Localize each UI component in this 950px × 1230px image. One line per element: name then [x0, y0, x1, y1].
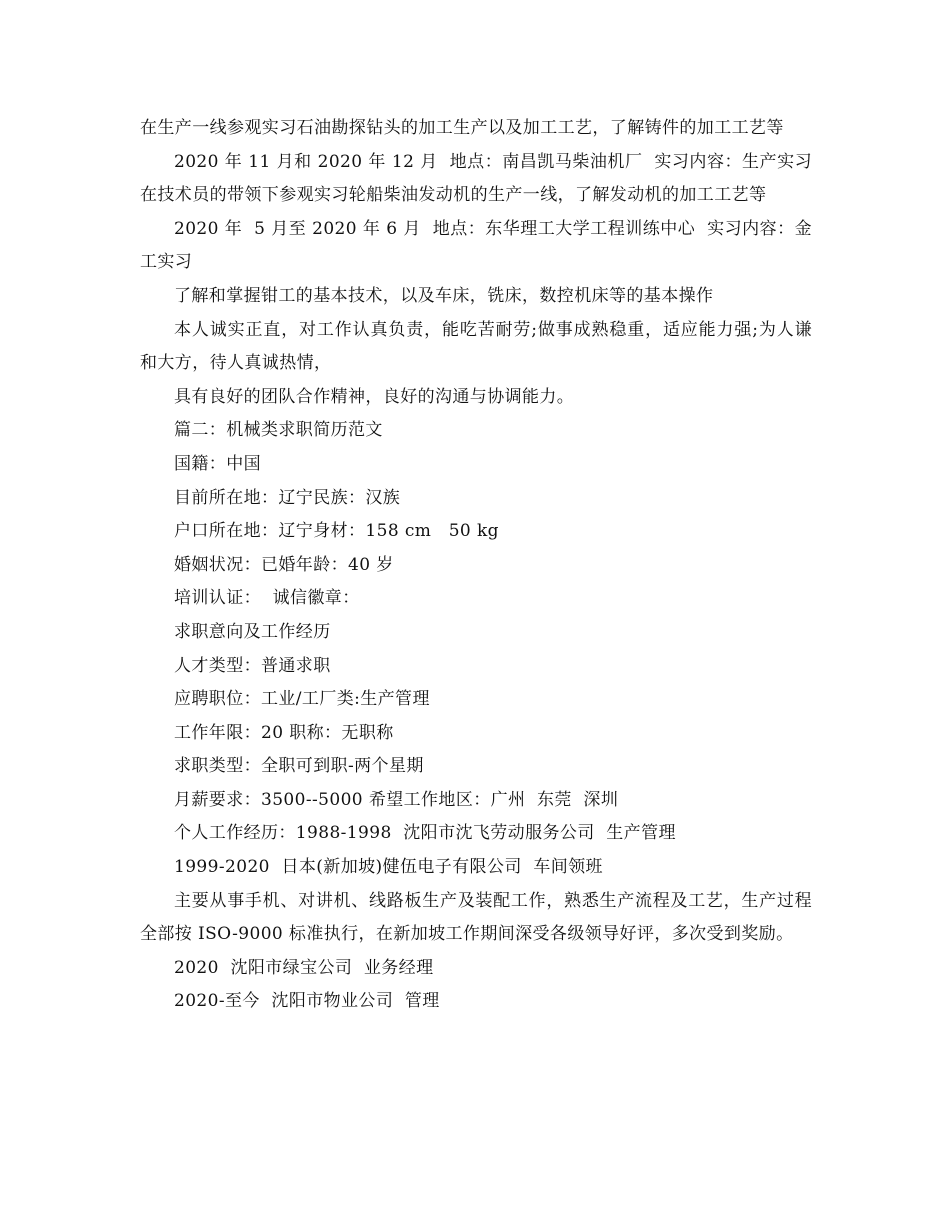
- paragraph: 具有良好的团队合作精神，良好的沟通与协调能力。: [174, 386, 575, 407]
- paragraph: 目前所在地：辽宁民族：汉族: [174, 487, 401, 508]
- section-heading: 篇二：机械类求职简历范文: [174, 420, 383, 441]
- paragraph: 了解和掌握钳工的基本技术，以及车床，铣床，数控机床等的基本操作: [174, 285, 714, 306]
- document-body: [140, 112, 824, 1019]
- paragraph: 2020 年 11 月和 2020 年 12 月 地点：南昌凯马柴油机厂 实习内容：生产实习 在技术员的带领下参观实习轮船柴油发动机的生产一线，了解发动机的加工工艺等: [140, 151, 824, 206]
- paragraph: 本人诚实正直，对工作认真负责，能吃苦耐劳;做事成熟稳重，适应能力强;为人谦和大方，待人真诚热情，: [140, 319, 812, 374]
- paragraph: 求职类型：全职可到职-两个星期: [174, 756, 424, 777]
- paragraph: 国籍：中国: [174, 453, 261, 474]
- paragraph: 主要从事手机、对讲机、线路板生产及装配工作，熟悉生产流程及工艺，生产过程全部按 ISO-9000 标准执行，在新加坡工作期间深受各级领导好评，多次受到奖励。: [140, 890, 812, 945]
- paragraph: 应聘职位：工业/工厂类:生产管理: [174, 689, 430, 710]
- paragraph: 2020-至今 沈阳市物业公司 管理: [174, 991, 440, 1012]
- paragraph: 1999-2020 日本(新加坡)健伍电子有限公司 车间领班: [174, 857, 603, 878]
- paragraph: 户口所在地：辽宁身材：158 cm 50 kg: [174, 521, 499, 542]
- paragraph: 人才类型：普通求职: [174, 655, 331, 676]
- paragraph: 2020 沈阳市绿宝公司 业务经理: [174, 957, 434, 978]
- paragraph: 婚姻状况：已婚年龄：40 岁: [174, 554, 394, 575]
- paragraph: 2020 年 5 月至 2020 年 6 月 地点：东华理工大学工程训练中心 实习内容：金工实习: [140, 218, 812, 273]
- paragraph: 求职意向及工作经历: [174, 621, 331, 642]
- paragraph: 工作年限：20 职称：无职称: [174, 722, 394, 743]
- paragraph: 个人工作经历：1988-1998 沈阳市沈飞劳动服务公司 生产管理: [174, 823, 676, 844]
- paragraph: 月薪要求：3500--5000 希望工作地区：广州 东莞 深圳: [174, 789, 619, 810]
- paragraph: 培训认证： 诚信徽章：: [174, 588, 360, 609]
- paragraph: 在生产一线参观实习石油勘探钻头的加工生产以及加工工艺，了解铸件的加工工艺等: [140, 118, 784, 138]
